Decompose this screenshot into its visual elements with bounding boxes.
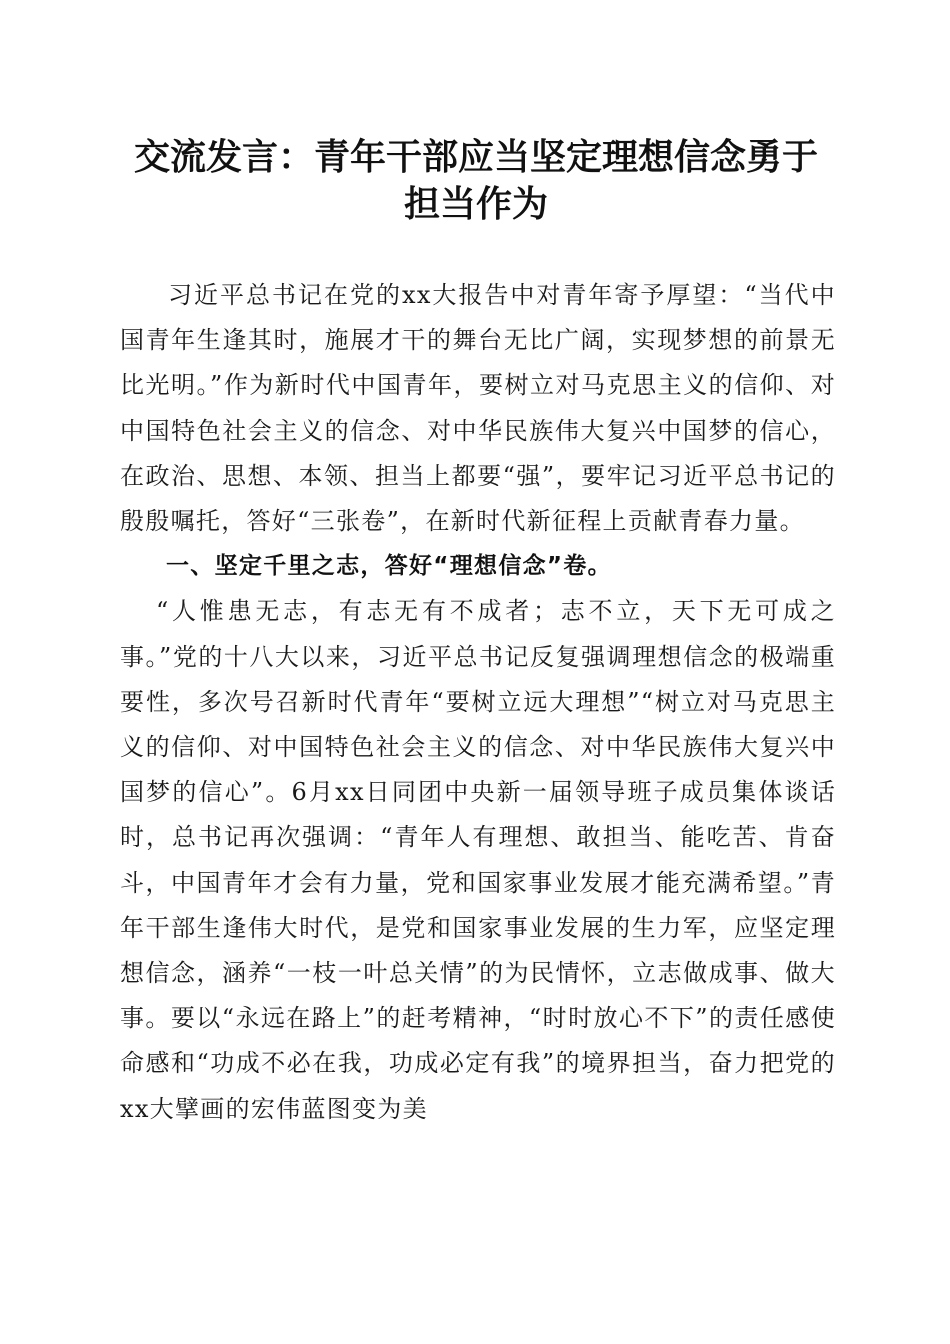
document-body xyxy=(120,273,836,1132)
document-title: 交流发言：青年干部应当坚定理想信念勇于担当作为 xyxy=(133,136,818,225)
section-heading: 一、坚定千里之志，答好“理想信念”卷。 xyxy=(166,553,612,580)
intro-paragraph: 习近平总书记在党的xx大报告中对青年寄予厚望：“当代中国青年生逢其时，施展才干的舞台无比广阔，实现梦想的前景无比光明。”作为新时代中国青年，要树立对马克思主义的信仰、对中国特色社会主义的信念、对中华民族伟大复兴中国梦的信心，在政治、思想、本领、担当上都要“强”，要牢记习近平总书记的殷殷嘱托，答好“三张卷”，在新时代新征程上贡献青春力量。 xyxy=(120,281,836,536)
section-paragraph: “人惟患无志，有志无有不成者；志不立，天下无可成之事。”党的十八大以来，习近平总书记反复强调理想信念的极端重要性，多次号召新时代青年“要树立远大理想”“树立对马克思主义的信仰、对中国特色社会主义的信念、对中华民族伟大复兴中国梦的信心”。6月xx日同团中央新一届领导班子成员集体谈话时，总书记再次强调：“青年人有理想、敢担当、能吃苦、肯奋斗，中国青年才会有力量，党和国家事业发展才能充满希望。”青年干部生逢伟大时代，是党和国家事业发展的生力军，应坚定理想信念，涵养“一枝一叶总关情”的为民情怀，立志做成事、做大事。要以“永远在路上”的赶考精神，“时时放心不下”的责任感使命感和“功成不必在我，功成必定有我”的境界担当，奋力把党的xx大擘画的宏伟蓝图变为美 xyxy=(120,597,836,1123)
